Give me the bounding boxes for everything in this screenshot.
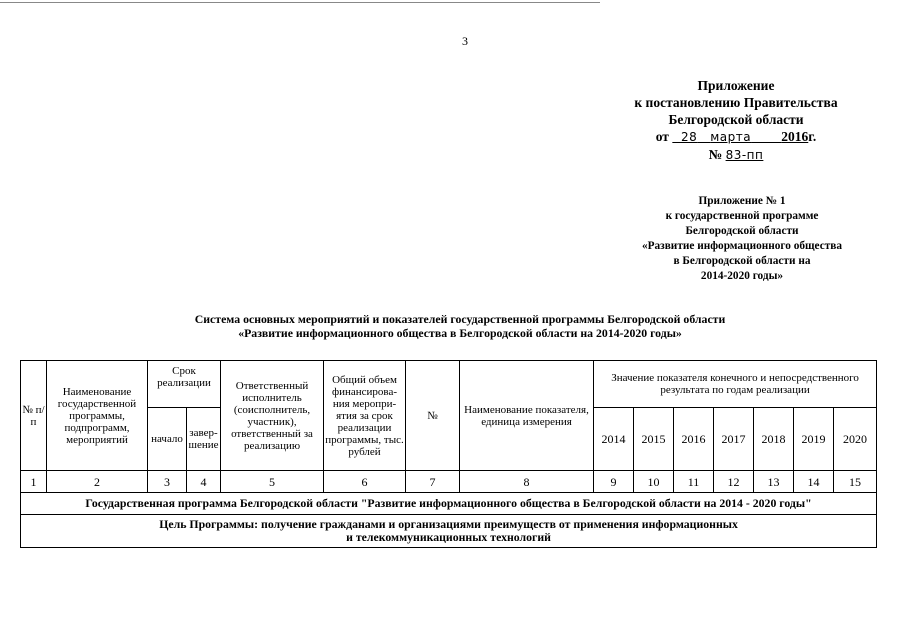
appendix-title: Приложение <box>697 78 775 93</box>
document-title-line: Система основных мероприятий и показателей государственной программы Белгородской области <box>194 312 726 326</box>
appendix-resolution <box>616 77 856 164</box>
column-number: 3 <box>148 471 187 493</box>
column-number: 7 <box>406 471 460 493</box>
header-funding: Общий объем финансирова-ния меропри-ятия за срок реализации программы, тыс. рублей <box>324 361 406 471</box>
column-number: 5 <box>221 471 324 493</box>
table-header-row <box>21 361 877 408</box>
goal-line: Цель Программы: получение гражданами и организациями преимуществ от применения информационных <box>159 517 738 531</box>
appendix-program-line: в Белгородской области на <box>673 255 811 267</box>
column-number: 11 <box>674 471 714 493</box>
number-label: № <box>708 147 723 162</box>
appendix-region: Белгородской области <box>668 112 804 127</box>
date-year: 2016 <box>781 129 809 144</box>
header-year: 2014 <box>594 408 634 471</box>
header-start: начало <box>148 408 187 471</box>
appendix-program-title: Приложение № 1 <box>698 195 786 207</box>
appendix-program-line: «Развитие информационного общества <box>641 240 843 252</box>
goal-row-text <box>21 515 877 548</box>
appendix-date <box>616 128 856 146</box>
header-year: 2019 <box>794 408 834 471</box>
date-day: 28 марта <box>680 130 752 144</box>
column-number: 6 <box>324 471 406 493</box>
header-indicator-num: № <box>406 361 460 471</box>
document-title <box>150 312 770 340</box>
appendix-program-line: 2014-2020 годы» <box>700 270 784 282</box>
header-year: 2020 <box>834 408 877 471</box>
header-year: 2017 <box>714 408 754 471</box>
goal-line: и телекоммуникационных технологий <box>346 530 551 544</box>
header-indicator-name: Наименование показателя, единица измерения <box>460 361 594 471</box>
column-number: 12 <box>714 471 754 493</box>
column-number: 15 <box>834 471 877 493</box>
column-number: 2 <box>47 471 148 493</box>
page-number: 3 <box>462 34 468 48</box>
column-number: 1 <box>21 471 47 493</box>
appendix-program-line: Белгородской области <box>685 225 799 237</box>
header-year: 2018 <box>754 408 794 471</box>
appendix-resolution-line: к постановлению Правительства <box>634 95 838 110</box>
header-period: Срок реализации <box>148 361 221 408</box>
document-title-line: «Развитие информационного общества в Белгородской области на 2014-2020 годы» <box>238 326 682 340</box>
column-number: 9 <box>594 471 634 493</box>
column-number: 10 <box>634 471 674 493</box>
appendix-program-line: к государственной программе <box>665 210 819 222</box>
goal-row <box>21 515 877 548</box>
measures-table <box>20 360 877 548</box>
appendix-number <box>616 146 856 164</box>
header-num: № п/п <box>21 361 47 471</box>
header-year: 2015 <box>634 408 674 471</box>
header-end: завер-шение <box>187 408 221 471</box>
program-row <box>21 493 877 515</box>
column-number-row <box>21 471 877 493</box>
header-name: Наименование государственной программы, подпрограмм, мероприятий <box>47 361 148 471</box>
program-row-text: Государственная программа Белгородской области "Развитие информационного общества в Белгородской области на 2014 - 2020 годы" <box>21 493 877 515</box>
appendix-program <box>612 194 872 284</box>
page-top-rule <box>0 2 600 3</box>
header-year: 2016 <box>674 408 714 471</box>
column-number: 8 <box>460 471 594 493</box>
date-suffix: г. <box>808 129 817 144</box>
date-prefix: от <box>655 129 669 144</box>
number-value: 83-пп <box>725 148 764 162</box>
column-number: 13 <box>754 471 794 493</box>
column-number: 4 <box>187 471 221 493</box>
header-values-group: Значение показателя конечного и непосредственного результата по годам реализации <box>594 361 877 408</box>
header-responsible: Ответственный исполнитель (соисполнитель, участник), ответственный за реализацию <box>221 361 324 471</box>
column-number: 14 <box>794 471 834 493</box>
